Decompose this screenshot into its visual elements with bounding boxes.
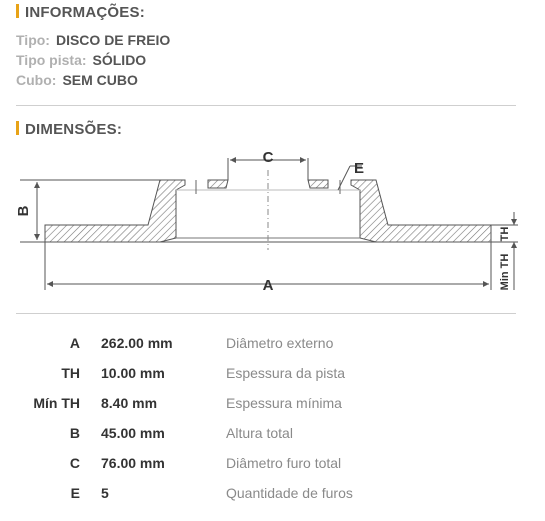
spec-description: Espessura mínima (226, 395, 342, 411)
info-heading-text: INFORMAÇÕES: (25, 4, 145, 21)
spec-value: 8.40 mm (101, 395, 158, 411)
spec-value: 10.00 mm (101, 365, 165, 381)
spec-description: Diâmetro furo total (226, 455, 342, 471)
spec-code: B (69, 425, 80, 441)
dimensions-heading (16, 121, 122, 138)
divider (16, 105, 516, 106)
label-min-th: Min TH (499, 253, 511, 291)
spec-description: Diâmetro externo (226, 335, 334, 351)
disc-section-left (45, 180, 185, 242)
spec-row (0, 455, 545, 479)
info-label: Tipo pista: (16, 52, 87, 68)
spec-row (0, 335, 545, 359)
info-heading (16, 4, 145, 21)
hub-top-left (208, 180, 228, 188)
spec-value: 262.00 mm (101, 335, 173, 351)
dimensions-heading-text: DIMENSÕES: (25, 121, 123, 138)
accent-bar (16, 4, 19, 18)
spec-code: C (69, 455, 80, 471)
info-row-tipo (16, 32, 170, 48)
label-b: B (15, 205, 32, 217)
spec-row (0, 365, 545, 389)
spec-description: Espessura da pista (226, 365, 346, 381)
hub-top-right (308, 180, 328, 188)
spec-value: 76.00 mm (101, 455, 165, 471)
info-value: SÓLIDO (92, 52, 147, 68)
spec-description: Altura total (226, 425, 293, 441)
info-label: Tipo: (16, 32, 50, 48)
brake-disc-cross-section-diagram (0, 150, 545, 300)
label-a: A (262, 277, 274, 294)
spec-value: 45.00 mm (101, 425, 165, 441)
spec-code: Mín TH (33, 395, 80, 411)
info-value: DISCO DE FREIO (55, 32, 171, 48)
disc-section-right (351, 180, 491, 242)
label-th: TH (499, 226, 511, 242)
spec-code: A (69, 335, 80, 351)
info-value: SEM CUBO (62, 72, 138, 88)
spec-row (0, 425, 545, 449)
spec-code: TH (61, 365, 80, 381)
divider (16, 313, 516, 314)
spec-code: E (70, 485, 80, 501)
info-label: Cubo: (16, 72, 57, 88)
spec-value: 5 (101, 485, 109, 501)
label-e: E (353, 160, 365, 177)
info-row-cubo (16, 72, 138, 88)
info-row-tipo-pista (16, 52, 146, 68)
spec-description: Quantidade de furos (226, 485, 353, 501)
accent-bar (16, 121, 19, 135)
spec-row (0, 395, 545, 419)
label-c: C (262, 150, 274, 166)
spec-row (0, 485, 545, 509)
